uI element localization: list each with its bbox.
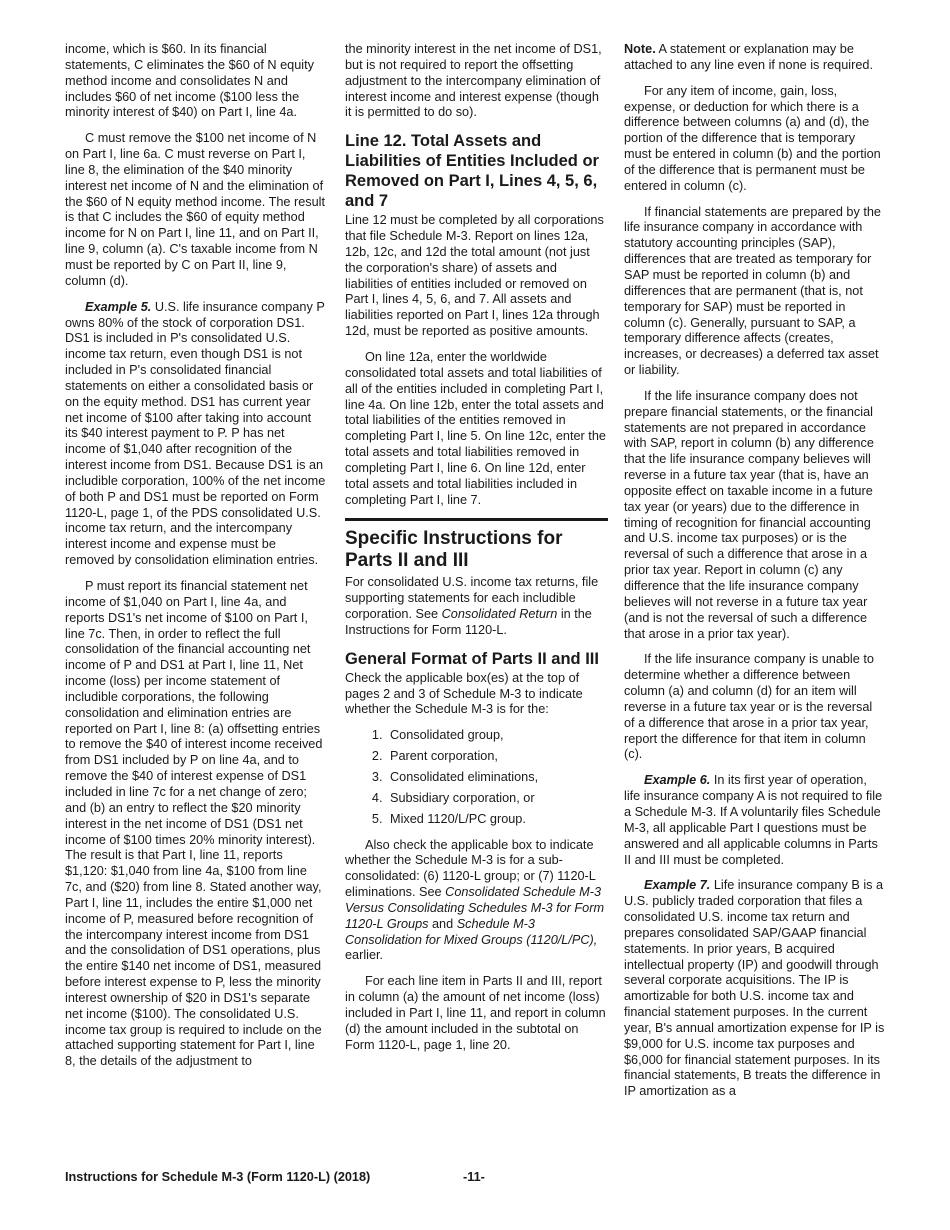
paragraph: For any item of income, gain, loss, expense, or deduction for which there is a difference between columns (a) and (d), the portion of the difference that is temporary must be entered in column (b) and the portion of the difference that is permanent must be entered in column (c). xyxy=(624,83,881,193)
footer-title: Instructions for Schedule M-3 (Form 1120-L) (2018) xyxy=(65,1170,371,1184)
paragraph: the minority interest in the net income of DS1, but is not required to report the offsetting adjustment to the intercompany elimination of interest income and interest expense (though it is permitted to do so). xyxy=(345,42,602,120)
example-label: Example 5. xyxy=(85,299,152,314)
list-item: 2. Parent corporation, xyxy=(386,749,608,765)
note-text: A statement or explanation may be attached to any line even if none is required. xyxy=(624,42,873,72)
paragraph: If financial statements are prepared by the life insurance company in accordance with statutory accounting principles (SAP), differences that are treated as temporary for SAP must be reported in column (b) and differences that are permanent (that is, not temporary for SAP) must be reported in column (c). Generally, pursuant to SAP, a temporary difference affects (creates, increases, or decreases) a deferred tax asset or liability. xyxy=(624,204,881,378)
example-text: Life insurance company B is a U.S. publicly traded corporation that files a consolidated U.S. income tax return and prepares consolidated SAP/GAAP financial statements. In prior years, B acquired intellectual property (IP) and goodwill through several corporate acquisitions. The IP is amortizable for both U.S. income tax and financial statement purposes. In the current year, B's annual amortization expense for IP is $9,000 for U.S. income tax purposes and $6,000 for financial statement purposes. In its financial statements, B treats the difference in IP amortization as a xyxy=(624,878,885,1099)
paragraph xyxy=(345,575,608,638)
column-3 xyxy=(624,42,886,1110)
paragraph: If the life insurance company is unable to determine whether a difference between column (a) and column (d) for an item will reverse in a future tax year or is the reversal of a difference that arose in a prior tax year, report the difference for that item in column (c). xyxy=(624,652,874,762)
box-type-list xyxy=(345,728,608,827)
column-1 xyxy=(65,42,327,1080)
example-5-paragraph xyxy=(65,300,327,569)
paragraph: C must remove the $100 net income of N on Part I, line 6a. C must reverse on Part I, line 8, the elimination of the $40 minority interest net income of N and the elimination of the $60 of N equity method income. The result is that C includes the $60 of equity method income for N on Part I, line 11, and on Part II, line 9, column (a). C's taxable income from N must be reported by C on Part II, line 9, column (d). xyxy=(65,131,326,288)
list-item: 3. Consolidated eliminations, xyxy=(386,770,608,786)
page-number: -11- xyxy=(463,1170,485,1184)
list-item: 4. Subsidiary corporation, or xyxy=(386,791,608,807)
example-7-paragraph xyxy=(624,878,886,1100)
reference-text: Schedule M-3 Consolidation for Mixed Groups (1120/L/PC), xyxy=(345,916,598,947)
list-item: 5. Mixed 1120/L/PC group. xyxy=(386,812,608,828)
text: in the Instructions for Form 1120-L. xyxy=(345,607,592,637)
reference-text: Consolidated Return xyxy=(441,607,558,622)
paragraph: On line 12a, enter the worldwide consolidated total assets and total liabilities of all of the entities included in completing Part I, line 4a. On line 12b, enter the total assets and total liabilities of the entities removed in completing Part I, line 5. On line 12c, enter the total assets and total liabilities removed in completing Part I, line 6. On line 12d, enter total assets and total liabilities included in completing Part I, line 7. xyxy=(345,349,606,507)
text: earlier. xyxy=(345,948,384,963)
example-label: Example 6. xyxy=(644,773,711,788)
paragraph xyxy=(345,838,608,965)
paragraph: Check the applicable box(es) at the top of pages 2 and 3 of Schedule M-3 to indicate whether the Schedule M-3 is for the: xyxy=(345,670,583,717)
paragraph: Line 12 must be completed by all corporations that file Schedule M-3. Report on lines 12a, 12b, 12c, and 12d the total amount (not just the corporation's share) of assets and liabilities of entities included or removed on Part I, lines 4, 5, 6, and 7. All assets and liabilities reported on Part I, lines 12a through 12d, must be reported as positive amounts. xyxy=(345,213,604,339)
note-paragraph xyxy=(624,42,886,74)
note-label: Note. xyxy=(624,42,656,56)
section-heading-specific-instructions: Specific Instructions for Parts II and III xyxy=(345,518,608,572)
text: and xyxy=(428,916,457,931)
section-heading-line-12: Line 12. Total Assets and Liabilities of Entities Included or Removed on Part I, Lines 4, 5, 6, and 7 xyxy=(345,132,599,211)
example-label: Example 7. xyxy=(644,878,711,893)
paragraph: For each line item in Parts II and III, report in column (a) the amount of net income (loss) included in Part I, line 11, and report in column (d) the amount included in the subtotal on Form 1120-L, page 1, line 20. xyxy=(345,974,606,1052)
text: Also check the applicable box to indicate whether the Schedule M-3 is for a sub-consolidated: (6) 1120-L group; or (7) 1120-L eliminations. See xyxy=(345,837,596,900)
paragraph: income, which is $60. In its financial statements, C eliminates the $60 of N equity method income and consolidates N and includes $60 of net income ($100 less the minority interest of $40) on Part I, line 4a. xyxy=(65,42,314,120)
text: For consolidated U.S. income tax returns, file supporting statements for each includible corporation. See xyxy=(345,575,599,622)
reference-text: Consolidated Schedule M-3 Versus Consolidating Schedules M-3 for Form 1120-L Groups xyxy=(345,885,605,931)
section-heading-general-format: General Format of Parts II and III xyxy=(345,649,599,668)
example-text: In its first year of operation, life insurance company A is not required to file a Schedule M-3. If A voluntarily files Schedule M-3, all applicable Part I questions must be answered and all applicable columns in Parts II and III must be completed. xyxy=(624,773,883,867)
paragraph: If the life insurance company does not prepare financial statements, or the financial statements are not prepared in accordance with SAP, report in column (b) any difference that the life insurance company believes will reverse in a future tax year (that is, have an opposite effect on taxable income in a future tax year (or years) due to the difference in timing of recognition for financial accounting and U.S. income tax purposes) or is the reversal of such a difference that arose in a prior tax year. Report in column (c) any difference that the life insurance company believes will not reverse in a future tax year (and is not the reversal of such a difference that arose in a prior tax year). xyxy=(624,388,874,641)
paragraph: P must report its financial statement net income of $1,040 on Part I, line 4a, and reports DS1's net income of $100 on Part I, line 7c. Then, in order to reflect the full consolidation of the financial accounting net income of P and DS1 at Part I, line 11, Net income (loss) per income statement of includible corporations, the following consolidation and elimination entries are reported on Part I, line 8: (a) offsetting entries to remove the $40 of interest income received from DS1 included by P on line 4a, and to remove the $40 of interest expense of DS1 included in line 7c for a net change of zero; and (b) an entry to reflect the $20 minority interest in the net income of DS1 (DS1 net income of $100 times 20% minority interest). The result is that Part I, line 11, reports $1,120: $1,040 from line 4a, $100 from line 7c, and ($20) from line 8. Stated another way, Part I, line 11, includes the entire $1,000 net income of P, measured before recognition of the intercompany interest income from DS1 and the consolidation of DS1 operations, plus the entire $140 net income of DS1, measured before interest expense to P, less the minority interest ownership of $20 in DS1's separate net income ($100). The consolidated U.S. income tax group is required to include on the attached supporting statement for Part I, line 8, the details of the adjustment to xyxy=(65,579,323,1069)
example-6-paragraph xyxy=(624,773,886,868)
example-text: U.S. life insurance company P owns 80% of the stock of corporation DS1. DS1 is included in P's consolidated U.S. income tax return, even though DS1 is not included in P's consolidated financial statements on either a consolidated basis or on the equity method. DS1 has current year net income of $100 after taking into account its $40 interest payment to P. P has net income of $1,040 after recognition of the interest income from DS1. Because DS1 is an includible corporation, 100% of the net income of both P and DS1 must be reported on Form 1120-L, page 1, of the PDS consolidated U.S. income tax return, and the intercompany interest income and expense must be removed by consolidation elimination entries. xyxy=(65,299,326,568)
column-2 xyxy=(345,42,608,1064)
list-item: 1. Consolidated group, xyxy=(386,728,608,744)
